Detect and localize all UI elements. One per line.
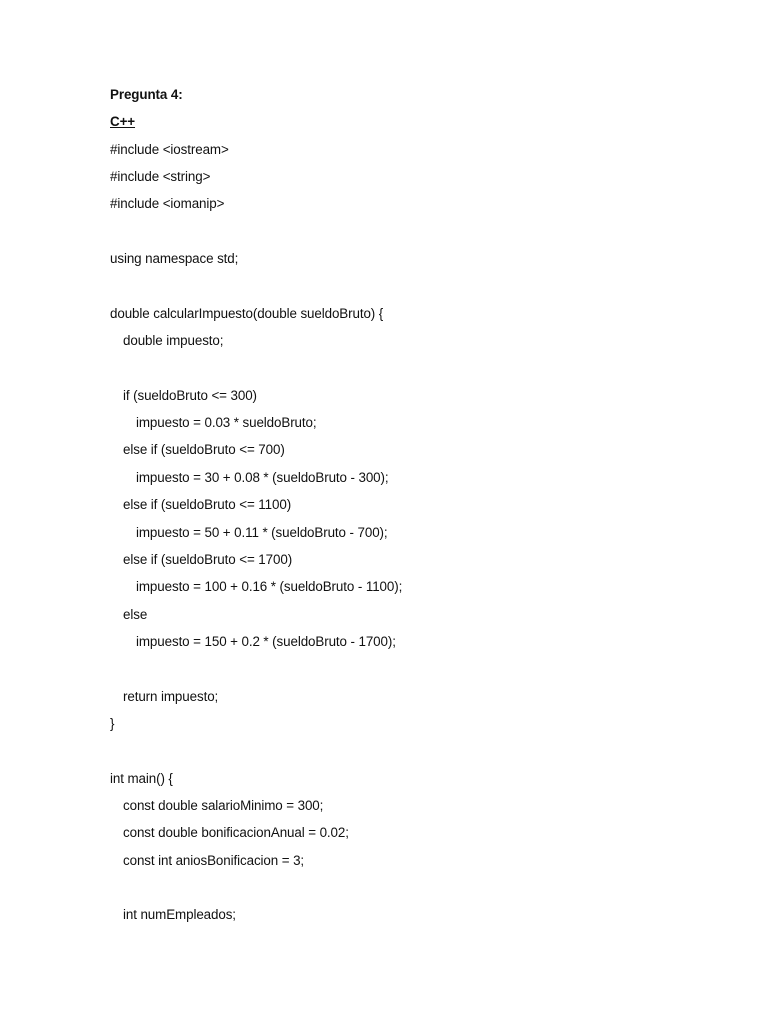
code-line: #include <iostream> bbox=[110, 141, 229, 157]
code-line: using namespace std; bbox=[110, 251, 239, 267]
code-blank-line bbox=[110, 742, 730, 769]
code-blank-line bbox=[110, 879, 730, 906]
code-line: } bbox=[110, 715, 115, 731]
code-line: else if (sueldoBruto <= 1100) bbox=[123, 497, 292, 513]
code-blank-line bbox=[110, 660, 730, 687]
code-line: impuesto = 150 + 0.2 * (sueldoBruto - 1700); bbox=[136, 633, 396, 649]
code-line: if (sueldoBruto <= 300) bbox=[123, 387, 257, 403]
code-line: else if (sueldoBruto <= 1700) bbox=[123, 551, 293, 567]
code-line: int numEmpleados; bbox=[123, 907, 236, 923]
code-line: else bbox=[123, 606, 148, 622]
code-blank-line bbox=[110, 277, 730, 304]
code-line: const int aniosBonificacion = 3; bbox=[123, 852, 305, 868]
code-line: const double salarioMinimo = 300; bbox=[123, 797, 324, 813]
language-label: C++ bbox=[110, 114, 136, 130]
code-blank-line bbox=[110, 359, 730, 386]
code-line: return impuesto; bbox=[123, 688, 219, 704]
question-title: Pregunta 4: bbox=[110, 87, 183, 102]
code-line: const double bonificacionAnual = 0.02; bbox=[123, 825, 349, 841]
code-line: impuesto = 30 + 0.08 * (sueldoBruto - 300); bbox=[136, 469, 389, 485]
code-line: impuesto = 0.03 * sueldoBruto; bbox=[136, 415, 317, 431]
code-block bbox=[110, 141, 730, 934]
code-blank-line bbox=[110, 223, 730, 250]
code-line: double calcularImpuesto(double sueldoBruto) { bbox=[110, 305, 384, 321]
code-line: int main() { bbox=[110, 770, 173, 786]
code-line: #include <iomanip> bbox=[110, 196, 225, 212]
code-line: else if (sueldoBruto <= 700) bbox=[123, 442, 285, 458]
code-line: double impuesto; bbox=[123, 333, 224, 349]
code-line: impuesto = 50 + 0.11 * (sueldoBruto - 700); bbox=[136, 524, 388, 540]
code-line: #include <string> bbox=[110, 169, 211, 185]
code-line: impuesto = 100 + 0.16 * (sueldoBruto - 1100); bbox=[136, 579, 403, 595]
document-content bbox=[110, 86, 730, 934]
